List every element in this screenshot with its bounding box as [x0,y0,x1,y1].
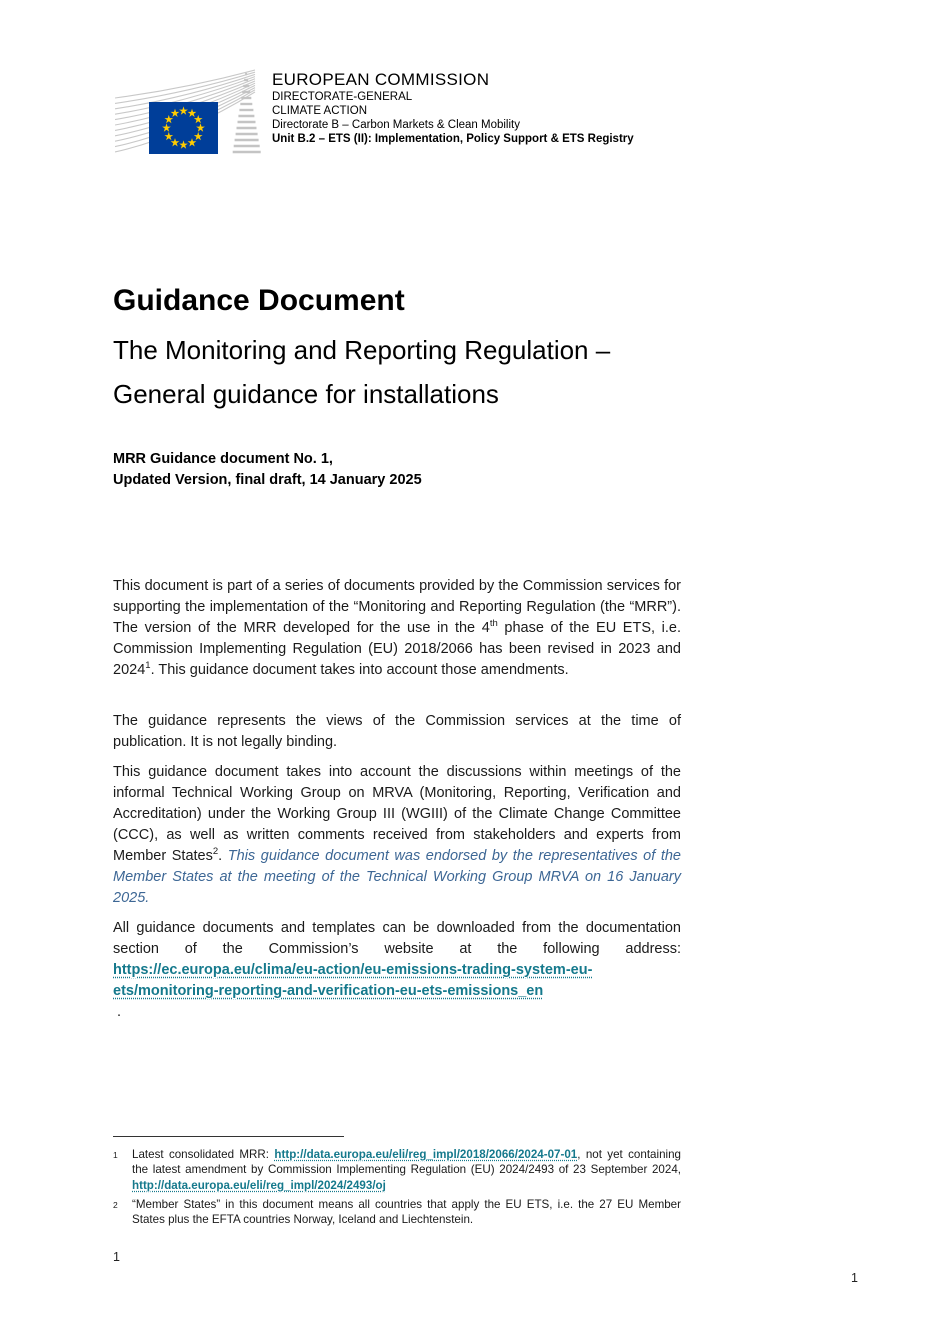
p4-text-1: All guidance documents and templates can be downloaded from the documentation section of the Commission’s website at the following address: [113,919,681,957]
subtitle-line-1: The Monitoring and Reporting Regulation – [113,335,611,365]
p3-text-1: This guidance document takes into account the discussions within meetings of the informal Technical Working Group on MRVA (Monitoring, Reporting, Verification and Accreditation) under the Working Group III (WGIII) of the Climate Change Committee (CCC), as well as written comments received from stakeholders and experts from Member States [113,763,681,864]
p1-text-3: . This guidance document takes into account those amendments. [150,661,569,678]
header-org-name: EUROPEAN COMMISSION [272,70,490,89]
ec-logo-graphic [115,68,268,160]
p4-text-2: . [113,1003,122,1020]
footnote-1 [113,1147,681,1193]
footnote-2-marker: 2 [113,1200,118,1210]
p1-text-2: phase of the EU ETS, i.e. Commission Implementing Regulation (EU) 2018/2066 has been revised in 2023 and 2024 [113,619,681,678]
footnote-separator [113,1136,344,1137]
header-directorate: Directorate B – Carbon Markets & Clean Mobility [272,119,520,131]
ec-header [272,70,634,146]
footnote-1-text-1: Latest consolidated MRR: [132,1148,275,1161]
version-line-2: Updated Version, final draft, 14 January 2025 [113,472,422,488]
document-page-number: 1 [113,1250,120,1264]
regulation-2493-link[interactable]: http://data.europa.eu/eli/reg_impl/2024/2493/oj [132,1178,386,1192]
paragraph-series-intro [113,576,681,681]
footnote-1-text [132,1147,681,1193]
header-unit: Unit B.2 – ETS (II): Implementation, Policy Support & ETS Registry [272,133,634,145]
p1-text-1: This document is part of a series of documents provided by the Commission services for supporting the implementation of the “Monitoring and Reporting Regulation (the “MRR”). The version of the MRR developed for the use in the 4 [113,577,681,636]
mrr-consolidated-link[interactable]: http://data.europa.eu/eli/reg_impl/2018/2066/2024-07-01 [274,1148,578,1161]
header-dg-name: CLIMATE ACTION [272,105,367,117]
footnote-1-marker: 1 [113,1150,118,1160]
corner-page-number: 1 [851,1271,858,1285]
footnote-2-text: “Member States” in this document means all countries that apply the EU ETS, i.e. the 27 EU Member States plus the EFTA countries Norway, Iceland and Liechtenstein. [132,1198,681,1227]
paragraph-twg [113,762,681,909]
header-dg-label: DIRECTORATE-GENERAL [272,91,413,103]
document-title: Guidance Document [113,284,405,318]
version-line-1: MRR Guidance document No. 1, [113,451,333,467]
footnote-ref-1: 1 [145,659,151,671]
subtitle-line-2: General guidance for installations [113,379,499,409]
endorsement-note: This guidance document was endorsed by the representatives of the Member States at the meeting of the Technical Working Group MRVA on 16 January 2025. [113,847,681,906]
p1-superscript-th: th [489,617,498,629]
p3-text-2: . [218,847,228,864]
clima-website-link[interactable]: https://ec.europa.eu/clima/eu-action/eu-emissions-trading-system-eu-ets/monitoring-reporting-and-verification-eu-ets-emissions_en [113,961,593,999]
paragraph-disclaimer: The guidance represents the views of the Commission services at the time of publication. It is not legally binding. [113,712,681,750]
footnote-1-text-2: , not yet containing the latest amendment by Commission Implementing Regulation (EU) 2024/2493 of 23 September 2024, [132,1148,681,1177]
european-commission-logo [115,68,268,160]
document-subtitle [113,328,610,416]
paragraph-download [113,918,681,1023]
eu-flag [149,102,218,154]
footnote-ref-2: 2 [212,845,219,857]
version-info [113,449,422,491]
footnote-2 [113,1197,681,1228]
